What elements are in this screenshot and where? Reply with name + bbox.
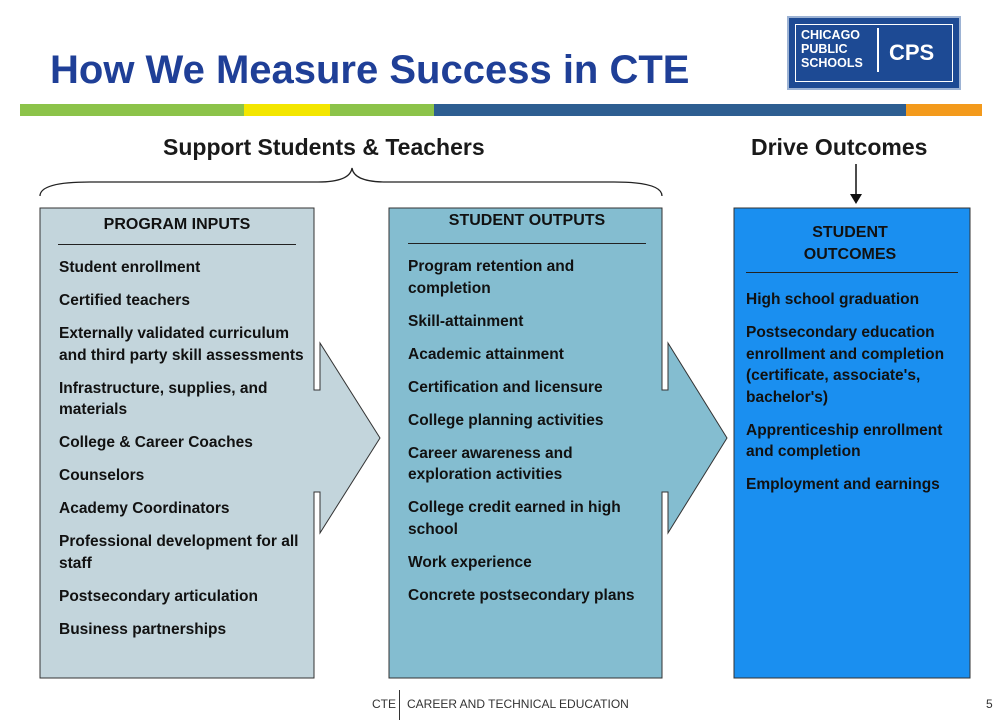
inputs-item: Certified teachers: [59, 292, 190, 309]
outcomes-item: Apprenticeship enrollment and completion: [746, 421, 943, 460]
outputs-item: Certification and licensure: [408, 378, 603, 396]
outcomes-list: [746, 289, 964, 507]
outputs-rule: [408, 243, 646, 244]
inputs-item: Student enrollment: [59, 259, 201, 276]
outputs-item: Academic attainment: [408, 345, 564, 363]
footer-abbr: CTE: [372, 697, 396, 711]
inputs-list: [59, 257, 307, 652]
inputs-item: Academy Coordinators: [59, 500, 230, 517]
outcomes-item: Employment and earnings: [746, 476, 940, 493]
logo-line-3: SCHOOLS: [801, 56, 863, 70]
outputs-item: College planning activities: [408, 411, 604, 429]
logo-line-2: PUBLIC: [801, 42, 848, 56]
logo-abbr: CPS: [889, 40, 935, 65]
outputs-title: STUDENT OUTPUTS: [448, 212, 606, 229]
page-number: 5: [986, 697, 993, 711]
outputs-item: Work experience: [408, 553, 532, 571]
inputs-title: PROGRAM INPUTS: [103, 216, 251, 233]
inputs-item: Counselors: [59, 467, 145, 484]
inputs-item: Professional development for all staff: [59, 533, 299, 572]
heading-drive: Drive Outcomes: [751, 134, 928, 160]
outputs-item: Program retention and completion: [408, 258, 575, 297]
slide-title: How We Measure Success in CTE: [50, 48, 690, 92]
outcomes-title: STUDENT OUTCOMES: [803, 224, 897, 263]
heading-support: Support Students & Teachers: [163, 134, 485, 160]
outcomes-item: High school graduation: [746, 291, 920, 308]
outputs-item: College credit earned in high school: [408, 499, 621, 538]
inputs-item: College & Career Coaches: [59, 434, 253, 451]
inputs-item: Postsecondary articulation: [59, 587, 258, 605]
inputs-item: Business partnerships: [59, 620, 227, 638]
outputs-item: Concrete postsecondary plans: [408, 586, 635, 604]
inputs-rule: [58, 244, 296, 245]
logo-line-1: CHICAGO: [801, 28, 861, 42]
outcomes-item: Postsecondary education enrollment and completion (certificate, associate's, bachelor's): [746, 324, 945, 406]
outputs-item: Career awareness and exploration activities: [408, 444, 573, 483]
outputs-list: [408, 256, 658, 618]
footer-divider: [399, 690, 400, 720]
footer-full: CAREER AND TECHNICAL EDUCATION: [407, 697, 629, 711]
outputs-item: Skill-attainment: [408, 312, 524, 330]
outcomes-rule: [746, 272, 958, 273]
inputs-item: Infrastructure, supplies, and materials: [59, 379, 268, 418]
inputs-item: Externally validated curriculum and third party skill assessments: [59, 325, 304, 364]
